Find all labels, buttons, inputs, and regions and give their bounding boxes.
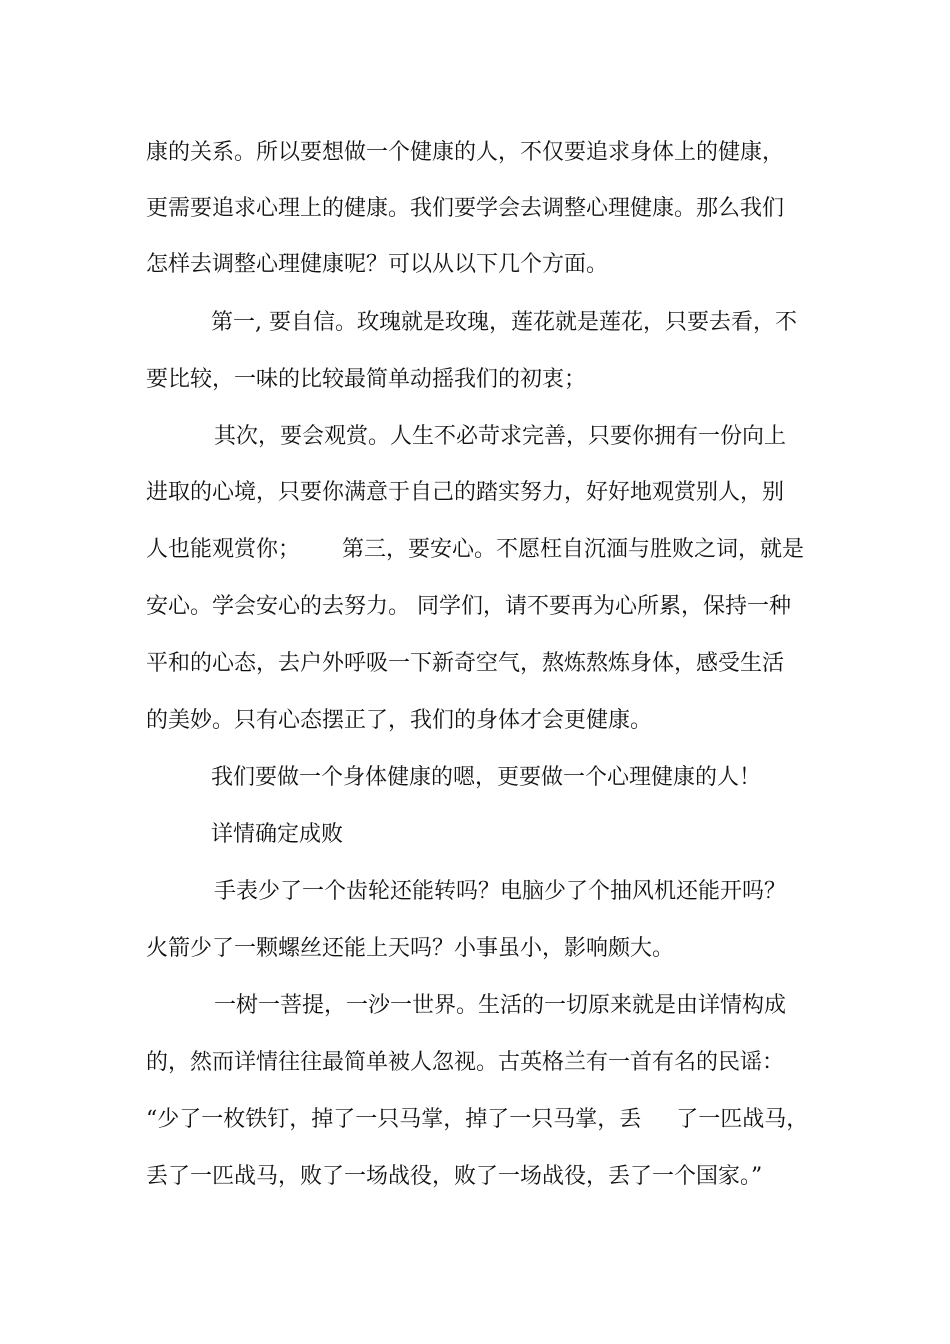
text-line: 人也能观赏你； 第三，要安心。不愿枉自沉湎与胜败之词，就是 xyxy=(146,537,804,562)
text-line: 怎样去调整心理健康呢？可以从以下几个方面。 xyxy=(146,252,609,277)
text-line: 的美妙。只有心态摆正了，我们的身体才会更健康。 xyxy=(146,708,653,733)
text-line: 一树一菩提，一沙一世界。生活的一切原来就是由详情构成 xyxy=(214,993,787,1018)
text-line: 火箭少了一颗螺丝还能上天吗？小事虽小，影响颇大。 xyxy=(146,936,675,961)
text-line: 手表少了一个齿轮还能转吗？电脑少了个抽风机还能开吗？ xyxy=(214,879,787,904)
text-line: 安心。学会安心的去努力。 同学们，请不要再为心所累，保持一种 xyxy=(146,594,791,619)
text-line: 更需要追求心理上的健康。我们要学会去调整心理健康。那么我们 xyxy=(146,196,785,221)
text-line: 我们要做一个身体健康的嗯，更要做一个心理健康的人！ xyxy=(211,765,762,790)
text-line: 要比较，一味的比较最简单动摇我们的初衷； xyxy=(146,367,587,392)
text-line: 的，然而详情往往最简单被人忽视。古英格兰有一首有名的民谣： xyxy=(146,1050,785,1075)
text-line: 进取的心境，只要你满意于自己的踏实努力，好好地观赏别人，别 xyxy=(146,480,785,505)
text-line: “少了一枚铁钉，掉了一只马掌，掉了一只马掌，丢 了一匹战马， xyxy=(146,1107,809,1132)
text-line: 第一, 要自信。玫瑰就是玫瑰，莲花就是莲花，只要去看，不 xyxy=(211,310,797,335)
section-heading: 详情确定成败 xyxy=(211,822,344,847)
text-line: 康的关系。所以要想做一个健康的人，不仅要追求身体上的健康， xyxy=(146,140,785,165)
text-line: 其次，要会观赏。人生不必苛求完善，只要你拥有一份向上 xyxy=(214,424,787,449)
text-line: 丢了一匹战马，败了一场战役，败了一场战役，丢了一个国家。” xyxy=(146,1164,763,1189)
text-line: 平和的心态，去户外呼吸一下新奇空气，熬炼熬炼身体，感受生活 xyxy=(146,651,785,676)
